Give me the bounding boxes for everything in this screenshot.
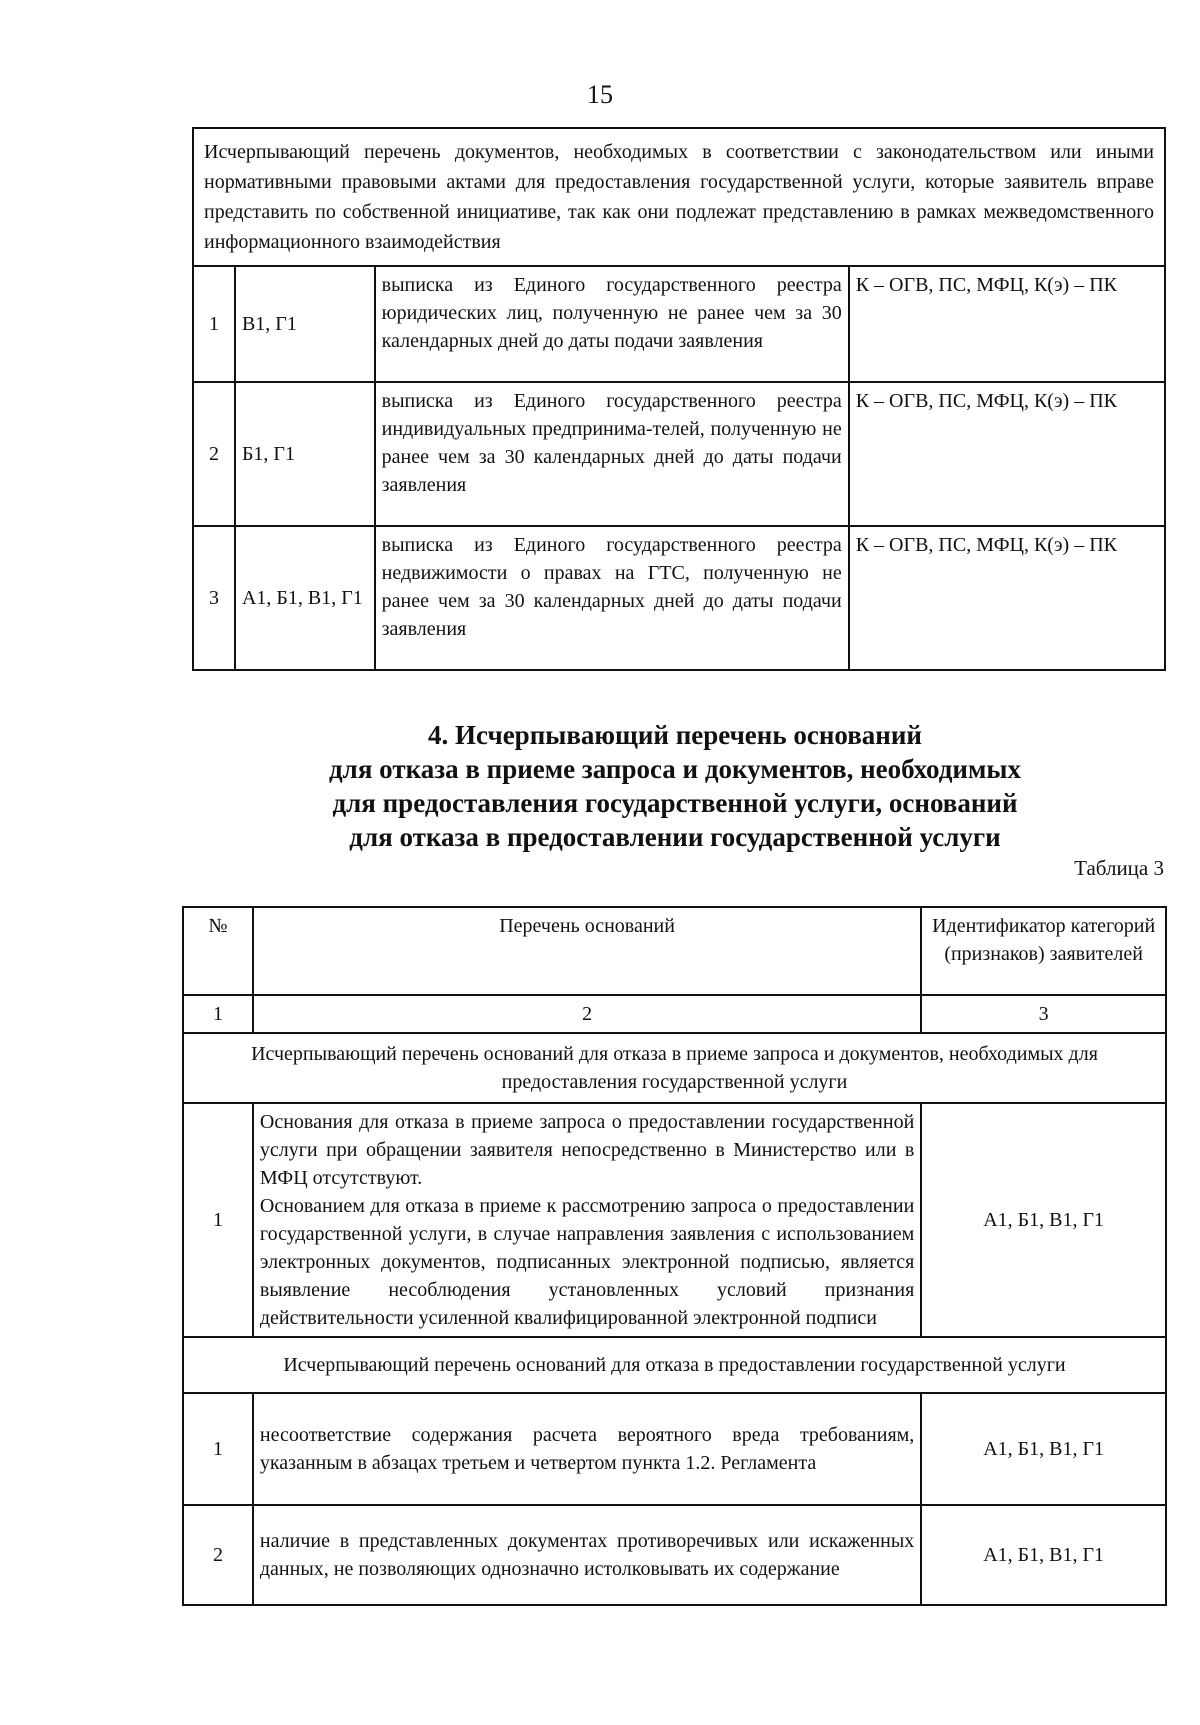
ground-paragraph: Основания для отказа в приеме запроса о предоставлении государственной услуги при обращении заявителя непосредственно в Министерство или в МФЦ отсутствуют.: [259, 1111, 915, 1189]
applicant-categories: А1, Б1, В1, Г1: [921, 1393, 1166, 1505]
documents-table-header: Исчерпывающий перечень документов, необходимых в соответствии с законодательством или иными нормативными правовыми актами для предоставления государственной услуги, которые заявитель вправе представить по собственной инициативе, так как они подлежат представлению в рамках межведомственного информационного взаимодействия: [193, 128, 1165, 266]
table-row: [193, 382, 1165, 526]
row-number: 3: [193, 526, 235, 670]
row-number: 2: [193, 382, 235, 526]
table-row: [193, 526, 1165, 670]
page-number: 15: [587, 80, 613, 109]
row-number: 1: [193, 266, 235, 382]
applicant-categories: В1, Г1: [235, 266, 375, 382]
refusal-grounds-table: [182, 906, 1167, 1606]
ground-text: [253, 1103, 921, 1337]
column-number: 2: [253, 995, 921, 1033]
row-number: 1: [183, 1393, 253, 1505]
section-title-line: для отказа в предоставлении государственной услуги: [349, 822, 1001, 852]
ground-text: несоответствие содержания расчета вероятного вреда требованиям, указанным в абзацах третьем и четвертом пункта 1.2. Регламента: [253, 1393, 921, 1505]
group-header: Исчерпывающий перечень оснований для отказа в предоставлении государственной услуги: [183, 1337, 1166, 1393]
table-row: [183, 1393, 1166, 1505]
table-row: [183, 1505, 1166, 1605]
group-header-row: [183, 1337, 1166, 1393]
column-number-row: [183, 995, 1166, 1033]
table-row: [183, 1103, 1166, 1337]
section-title-line: для отказа в приеме запроса и документов, необходимых: [329, 754, 1021, 784]
document-description: выписка из Единого государственного реестра недвижимости о правах на ГТС, полученную не ранее чем за 30 календарных дней до даты подачи заявления: [375, 526, 849, 670]
ground-text: наличие в представленных документах противоречивых или искаженных данных, не позволяющих однозначно истолковывать их содержание: [253, 1505, 921, 1605]
table-header-row: [183, 907, 1166, 995]
documents-table-header-row: [193, 128, 1165, 266]
column-number: 1: [183, 995, 253, 1033]
applicant-categories: А1, Б1, В1, Г1: [921, 1103, 1166, 1337]
table-row: [193, 266, 1165, 382]
ground-paragraph: Основанием для отказа в приеме к рассмотрению запроса о предоставлении государственной услуги, в случае направления заявления с использованием электронных документов, подписанных электронной подписью, является выявление несоблюдения установленных условий признания действительности усиленной квалифицированной электронной подписи: [259, 1195, 915, 1329]
submission-forms: К – ОГВ, ПС, МФЦ, К(э) – ПК: [849, 526, 1165, 670]
document-description: выписка из Единого государственного реестра индивидуальных предпринима-телей, полученную не ранее чем за 30 календарных дней до даты подачи заявления: [375, 382, 849, 526]
column-header: №: [183, 907, 253, 995]
documents-table: [192, 127, 1166, 671]
column-header: Перечень оснований: [253, 907, 921, 995]
section-title-line: для предоставления государственной услуги, оснований: [332, 788, 1018, 818]
submission-forms: К – ОГВ, ПС, МФЦ, К(э) – ПК: [849, 382, 1165, 526]
submission-forms: К – ОГВ, ПС, МФЦ, К(э) – ПК: [849, 266, 1165, 382]
document-description: выписка из Единого государственного реестра юридических лиц, полученную не ранее чем за 30 календарных дней до даты подачи заявления: [375, 266, 849, 382]
row-number: 2: [183, 1505, 253, 1605]
applicant-categories: А1, Б1, В1, Г1: [921, 1505, 1166, 1605]
row-number: 1: [183, 1103, 253, 1337]
table-label: Таблица 3: [1074, 856, 1164, 880]
column-number: 3: [921, 995, 1166, 1033]
column-header: Идентификатор категорий (признаков) заявителей: [921, 907, 1166, 995]
section-title-line: 4. Исчерпывающий перечень оснований: [428, 720, 922, 750]
applicant-categories: Б1, Г1: [235, 382, 375, 526]
group-header: Исчерпывающий перечень оснований для отказа в приеме запроса и документов, необходимых для предоставления государственной услуги: [183, 1033, 1166, 1103]
applicant-categories: А1, Б1, В1, Г1: [235, 526, 375, 670]
group-header-row: [183, 1033, 1166, 1103]
section-title: [180, 718, 1170, 854]
